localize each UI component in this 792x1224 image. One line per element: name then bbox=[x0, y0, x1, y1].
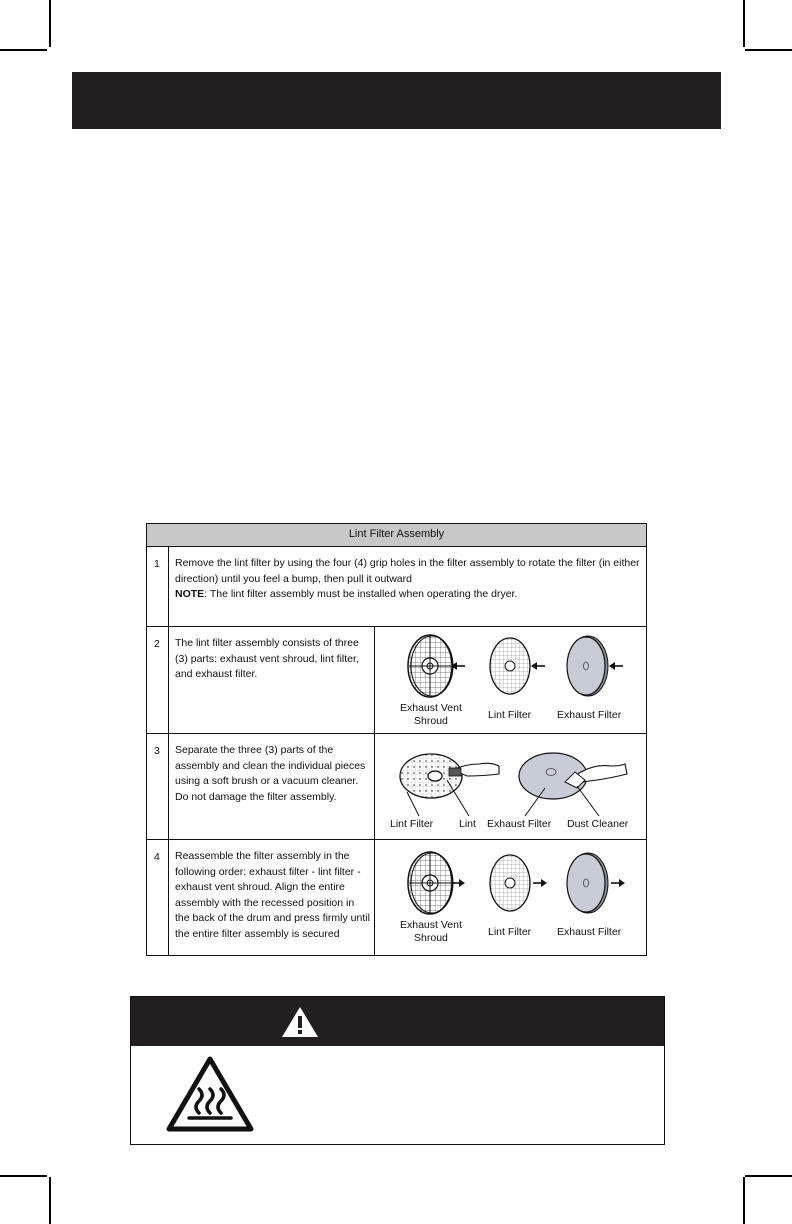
crop-mark bbox=[0, 1175, 47, 1177]
caption-lint-filter: Lint Filter bbox=[488, 926, 532, 938]
table-row bbox=[147, 547, 647, 627]
step-1-note bbox=[175, 587, 642, 603]
caption-exhaust-filter: Exhaust Filter bbox=[557, 709, 622, 721]
caption-lint-filter: Lint Filter bbox=[390, 818, 434, 830]
caption-exhaust-vent-shroud: Exhaust Vent Shroud bbox=[400, 702, 462, 727]
step-number: 3 bbox=[147, 734, 169, 840]
caption-lint: Lint bbox=[459, 818, 476, 830]
crop-mark bbox=[49, 0, 51, 47]
lint-filter-icon bbox=[490, 638, 530, 694]
step-text: Separate the three (3) parts of the assembly and clean the individual pieces using a soft brush or a vacuum cleaner. Do not damage the filter assembly. bbox=[169, 734, 375, 840]
caption-dust-cleaner: Dust Cleaner bbox=[567, 818, 629, 830]
table-row bbox=[147, 734, 647, 840]
caption-exhaust-vent-shroud: Exhaust Vent Shroud bbox=[400, 919, 462, 944]
table-title: Lint Filter Assembly bbox=[147, 524, 647, 547]
table-row bbox=[147, 627, 647, 734]
caption-lint-filter: Lint Filter bbox=[488, 709, 532, 721]
crop-mark bbox=[745, 49, 792, 51]
step-3-illustration bbox=[375, 734, 647, 840]
crop-mark bbox=[743, 1177, 745, 1224]
crop-mark bbox=[49, 1177, 51, 1224]
hot-surface-icon bbox=[165, 1055, 255, 1135]
arrow-icon bbox=[533, 879, 547, 887]
warning-triangle-icon bbox=[280, 1005, 320, 1039]
step-2-illustration bbox=[375, 627, 647, 734]
exhaust-vent-shroud-icon bbox=[408, 635, 453, 697]
section-header-bar bbox=[72, 72, 721, 129]
crop-mark bbox=[743, 0, 745, 47]
note-text: : The lint filter assembly must be installed when operating the dryer. bbox=[204, 588, 518, 600]
step-text: Reassemble the filter assembly in the following order: exhaust filter - lint filter - exhaust vent shroud. Align the entire assembly with the recessed position in the back of the drum and press firmly until the entire filter assembly is secured bbox=[169, 840, 375, 956]
step-text bbox=[169, 547, 647, 627]
step-4-illustration bbox=[375, 840, 647, 956]
exhaust-filter-icon bbox=[567, 636, 608, 696]
step-number: 4 bbox=[147, 840, 169, 956]
caption-exhaust-filter: Exhaust Filter bbox=[557, 926, 622, 938]
exhaust-vent-shroud-icon bbox=[408, 852, 453, 914]
arrow-icon bbox=[611, 879, 625, 887]
step-number: 2 bbox=[147, 627, 169, 734]
lint-filter-icon bbox=[490, 855, 530, 911]
crop-mark bbox=[745, 1175, 792, 1177]
step-text: The lint filter assembly consists of three (3) parts: exhaust vent shroud, lint filter, and exhaust filter. bbox=[169, 627, 375, 734]
crop-mark bbox=[0, 49, 47, 51]
arrow-icon bbox=[609, 662, 623, 670]
table-row bbox=[147, 840, 647, 956]
lint-filter-table bbox=[146, 523, 647, 956]
warning-box bbox=[130, 996, 665, 1145]
step-number: 1 bbox=[147, 547, 169, 627]
exhaust-filter-icon bbox=[567, 853, 608, 913]
warning-header-bar bbox=[131, 997, 664, 1046]
note-label: NOTE bbox=[175, 588, 205, 600]
caption-exhaust-filter: Exhaust Filter bbox=[487, 818, 552, 830]
step-1-instruction: Remove the lint filter by using the four (4) grip holes in the filter assembly to rotate the filter (in either direction) until you feel a bump, then pull it outward bbox=[175, 557, 640, 585]
arrow-icon bbox=[531, 662, 545, 670]
